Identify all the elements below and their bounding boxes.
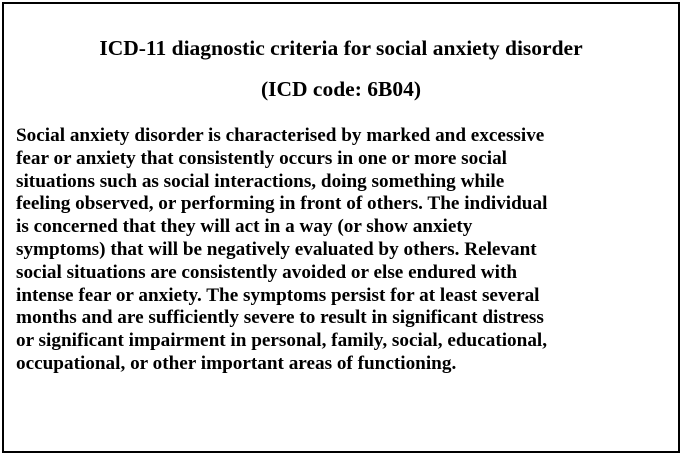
body-line: or significant impairment in personal, family, social, educational,	[16, 330, 548, 352]
body-line: feeling observed, or performing in front of others. The individual	[16, 193, 548, 215]
criteria-description	[16, 125, 676, 376]
body-line: symptoms) that will be negatively evaluated by others. Relevant	[16, 238, 537, 260]
document-title: ICD-11 diagnostic criteria for social anxiety disorder	[99, 36, 583, 60]
criteria-box	[2, 2, 680, 453]
body-line: social situations are consistently avoided or else endured with	[16, 261, 518, 283]
icd-code-subtitle: (ICD code: 6B04)	[260, 77, 422, 101]
body-line: Social anxiety disorder is characterised by marked and excessive	[16, 125, 545, 146]
body-line: months and are sufficiently severe to result in significant distress	[16, 307, 544, 329]
body-line: fear or anxiety that consistently occurs in one or more social	[16, 147, 507, 169]
body-line: situations such as social interactions, doing something while	[16, 170, 505, 192]
body-line: intense fear or anxiety. The symptoms persist for at least several	[16, 284, 540, 306]
body-line: is concerned that they will act in a way (or show anxiety	[16, 216, 473, 238]
body-line: occupational, or other important areas of functioning.	[16, 352, 457, 374]
